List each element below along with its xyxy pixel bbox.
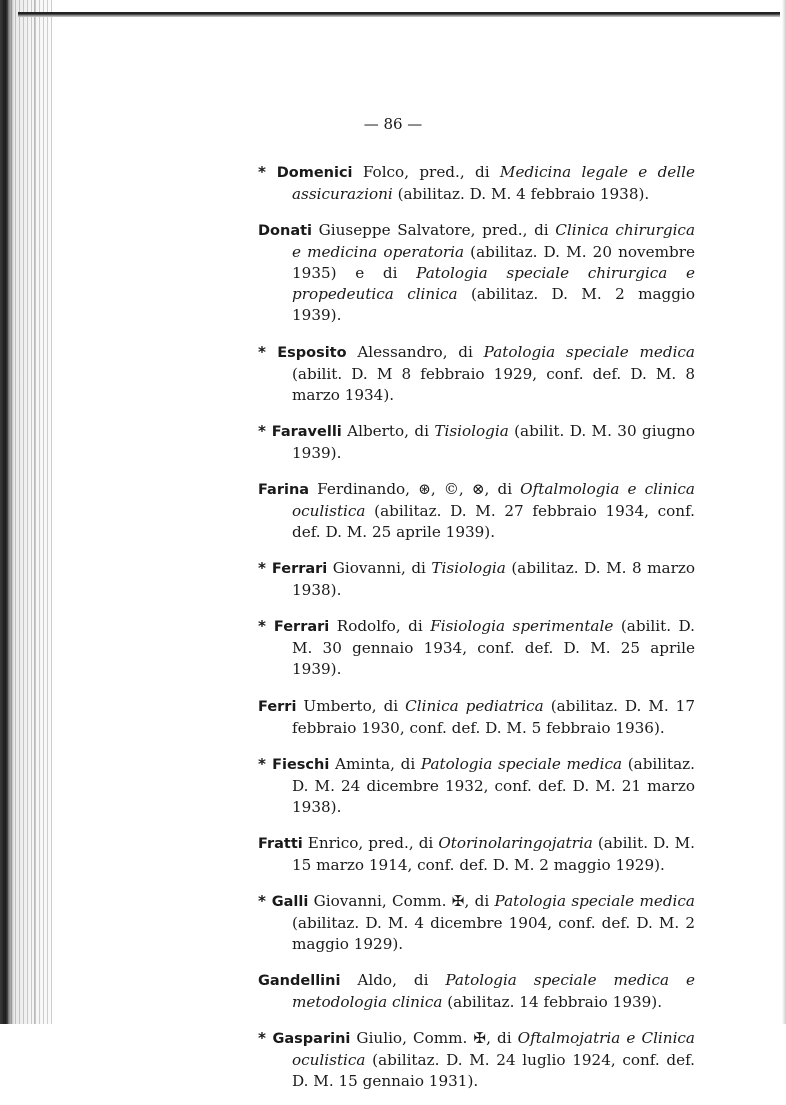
subject: Patologia speciale chirurgica e propedeutica clinica xyxy=(292,264,695,304)
subject: Oftalmologia e clinica oculistica xyxy=(292,479,695,520)
subject: Otorinolaringojatria xyxy=(438,833,593,852)
subject: Medicina legale e delle assicurazioni xyxy=(292,163,696,204)
list-item: Fratti Enrico, pred., di Otorinolaringojatria (abilit. D. M. 15 marzo 1914, conf. def. D. M. 2 maggio 1929). xyxy=(258,833,696,874)
surname: Fieschi xyxy=(272,756,330,773)
surname: Faravelli xyxy=(271,423,342,440)
list-item: Ferri Umberto, di Clinica pediatrica (abilitaz. D. M. 17 febbraio 1930, conf. def. D. M. 5 febbraio 1936). xyxy=(258,696,695,737)
list-item: Donati Giuseppe Salvatore, pred., di Clinica chirurgica e medicina operatoria (abilitaz. D. M. 20 novembre 1935) e di Patologia speciale chirurgica e propedeutica clinica (abilitaz. D. M. 2 maggio 1939). xyxy=(258,221,695,325)
binding-edge xyxy=(0,0,52,1024)
surname: Ferrari xyxy=(273,619,330,636)
surname: Ferrari xyxy=(271,561,328,578)
surname: Ferri xyxy=(258,698,297,715)
list-item: * Ferrari Rodolfo, di Fisiologia sperimentale (abilit. D. M. 30 gennaio 1934, conf. def. D. M. 25 aprile 1939). xyxy=(258,617,695,679)
list-item: * Gasparini Giulio, Comm. ✠, di Oftalmojatria e Clinica oculistica (abilitaz. D. M. 24 luglio 1924, conf. def. D. M. 15 gennaio 1931). xyxy=(258,1029,695,1091)
subject: Patologia speciale medica e metodologia clinica xyxy=(292,971,695,1012)
list-item: * Galli Giovanni, Comm. ✠, di Patologia speciale medica (abilitaz. D. M. 4 dicembre 1904, conf. def. D. M. 2 maggio 1929). xyxy=(258,892,695,954)
list-item: * Fieschi Aminta, di Patologia speciale medica (abilitaz. D. M. 24 dicembre 1932, conf. def. D. M. 21 marzo 1938). xyxy=(258,754,695,816)
surname: Domenici xyxy=(276,165,353,182)
list-item: * Faravelli Alberto, di Tisiologia (abilit. D. M. 30 giugno 1939). xyxy=(258,421,695,462)
subject: Tisiologia xyxy=(431,559,506,578)
subject: Patologia speciale medica xyxy=(483,342,695,361)
list-item: * Esposito Alessandro, di Patologia speciale medica (abilit. D. M 8 febbraio 1929, conf. def. D. M. 8 marzo 1934). xyxy=(258,342,695,404)
list-item: Farina Ferdinando, ⊛, ©, ⊗, di Oftalmologia e clinica oculistica (abilitaz. D. M. 27 febbraio 1934, conf. def. D. M. 25 aprile 1939). xyxy=(258,479,695,541)
surname: Esposito xyxy=(277,344,347,361)
subject: Patologia speciale medica xyxy=(494,892,695,911)
surname: Fratti xyxy=(258,835,303,852)
subject: Clinica pediatrica xyxy=(405,696,544,715)
list-item: * Ferrari Giovanni, di Tisiologia (abilitaz. D. M. 8 marzo 1938). xyxy=(258,559,696,600)
page-edge xyxy=(782,0,786,1024)
top-rule xyxy=(18,12,780,17)
subject: Patologia speciale medica xyxy=(420,754,623,773)
subject: Fisiologia sperimentale xyxy=(430,617,614,636)
page-number: — 86 — xyxy=(363,115,423,133)
subject: Tisiologia xyxy=(434,421,509,440)
surname: Farina xyxy=(258,481,310,498)
list-item: Gandellini Aldo, di Patologia speciale medica e metodologia clinica (abilitaz. 14 febbraio 1939). xyxy=(258,971,695,1012)
entry-list xyxy=(258,147,695,1105)
surname: Donati xyxy=(258,223,313,240)
list-item: * Domenici Folco, pred., di Medicina legale e delle assicurazioni (abilitaz. D. M. 4 febbraio 1938). xyxy=(258,163,696,204)
subject: Clinica chirurgica e medicina operatoria xyxy=(292,221,695,262)
surname: Galli xyxy=(271,894,309,911)
surname: Gasparini xyxy=(272,1031,351,1048)
surname: Gandellini xyxy=(258,973,341,990)
subject: Oftalmojatria e Clinica oculistica xyxy=(292,1029,695,1070)
